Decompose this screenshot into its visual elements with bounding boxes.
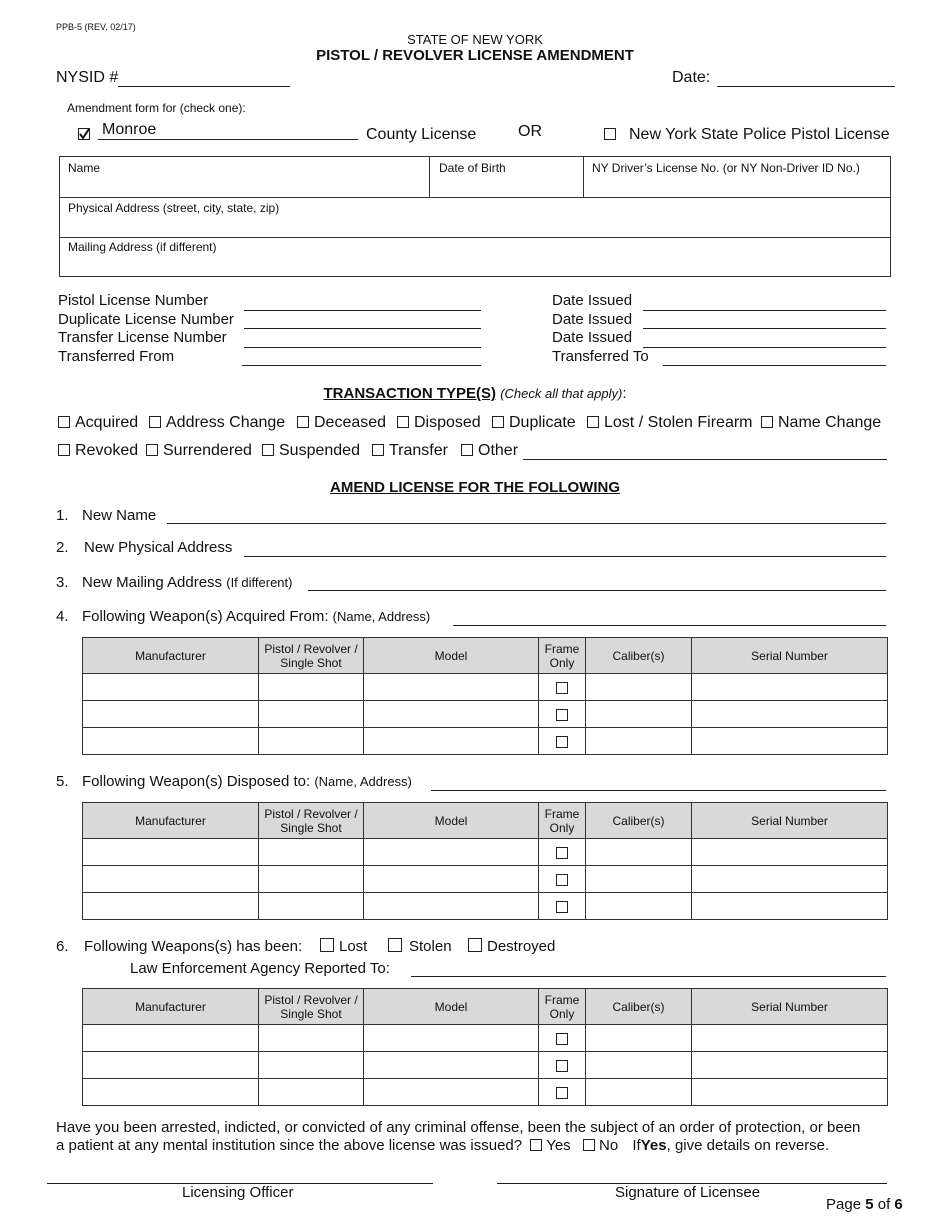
disposed-to-field[interactable]: [431, 790, 886, 791]
table-cell[interactable]: [586, 1079, 692, 1106]
duplicate-license-number-field[interactable]: [244, 328, 481, 329]
table-cell[interactable]: [259, 839, 364, 866]
txn-other-checkbox[interactable]: [461, 444, 473, 456]
txn-acquired-checkbox[interactable]: [58, 416, 70, 428]
item6-destroyed[interactable]: [468, 938, 555, 955]
frame-only-cell: [539, 728, 586, 755]
transferred-from-label: Transferred From: [58, 348, 175, 365]
table-cell[interactable]: [83, 1052, 259, 1079]
table-cell[interactable]: [364, 1052, 539, 1079]
page-total: 6: [894, 1196, 903, 1213]
state-police-label: New York State Police Pistol License: [629, 126, 890, 143]
lost-stolen-weapons-table: [82, 988, 888, 1106]
page-of: of: [877, 1196, 891, 1213]
or-label: OR: [518, 123, 542, 140]
txn-revoked[interactable]: [58, 442, 138, 460]
col-calibers: Caliber(s): [586, 803, 692, 839]
txn-other-label: Other: [478, 442, 519, 459]
date-issued-field-2[interactable]: [643, 328, 886, 329]
county-license-label: County License: [366, 126, 477, 143]
txn-address-change[interactable]: [149, 414, 285, 432]
table-cell[interactable]: [83, 674, 259, 701]
table-header-row: [83, 989, 888, 1025]
table-cell[interactable]: [259, 1025, 364, 1052]
name-label: Name: [68, 161, 101, 175]
new-physical-address-field[interactable]: [244, 556, 886, 557]
page-number: [826, 1196, 903, 1213]
table-cell[interactable]: [83, 701, 259, 728]
item3-label: [82, 574, 292, 591]
county-value[interactable]: Monroe: [102, 121, 157, 138]
item3-number: 3.: [56, 574, 69, 591]
table-cell[interactable]: [692, 701, 888, 728]
txn-name-change[interactable]: [761, 414, 881, 432]
date-label: Date:: [672, 69, 711, 86]
col-manufacturer: Manufacturer: [83, 638, 259, 674]
table-cell[interactable]: [586, 839, 692, 866]
table-row: [83, 1079, 888, 1106]
txn-deceased-label: Deceased: [314, 414, 387, 431]
txn-lost-stolen-checkbox[interactable]: [587, 416, 599, 428]
table-cell[interactable]: [364, 1025, 539, 1052]
table-cell[interactable]: [692, 893, 888, 920]
txn-suspended-label: Suspended: [279, 442, 360, 459]
date-issued-field-3[interactable]: [643, 347, 886, 348]
col-type: Pistol / Revolver / Single Shot: [259, 803, 364, 839]
table-cell[interactable]: [83, 1025, 259, 1052]
nysid-label: NYSID #: [56, 69, 119, 86]
txn-revoked-label: Revoked: [75, 442, 139, 459]
txn-other-field[interactable]: [523, 459, 887, 460]
dob-label: Date of Birth: [439, 161, 506, 175]
table-cell[interactable]: [259, 701, 364, 728]
acquired-from-field[interactable]: [453, 625, 886, 626]
frame-only-checkbox[interactable]: [556, 874, 568, 886]
item6-destroyed-label: Destroyed: [487, 938, 556, 955]
table-cell[interactable]: [692, 728, 888, 755]
item5-label: [82, 773, 412, 790]
item5-text: Following Weapon(s) Disposed to:: [82, 773, 311, 790]
table-row: [83, 674, 888, 701]
txn-deceased-checkbox[interactable]: [297, 416, 309, 428]
table-row: [83, 1052, 888, 1079]
state-police-checkbox[interactable]: [604, 128, 616, 140]
transfer-license-number-label: Transfer License Number: [58, 329, 227, 346]
txn-lost-stolen-label: Lost / Stolen Firearm: [604, 414, 753, 431]
table-cell[interactable]: [83, 728, 259, 755]
col-manufacturer: Manufacturer: [83, 803, 259, 839]
table-cell[interactable]: [692, 1079, 888, 1106]
table-cell[interactable]: [83, 893, 259, 920]
frame-only-cell: [539, 674, 586, 701]
frame-only-checkbox[interactable]: [556, 736, 568, 748]
col-model: Model: [364, 638, 539, 674]
table-cell[interactable]: [586, 701, 692, 728]
txn-surrendered-label: Surrendered: [163, 442, 252, 459]
table-cell[interactable]: [692, 1025, 888, 1052]
frame-only-cell: [539, 1079, 586, 1106]
item1-number: 1.: [56, 507, 69, 524]
frame-only-checkbox[interactable]: [556, 1033, 568, 1045]
page-word: Page: [826, 1196, 862, 1213]
table-cell[interactable]: [586, 728, 692, 755]
disposed-weapons-table: [82, 802, 888, 920]
question-if-post: , give details on reverse.: [666, 1137, 830, 1154]
col-calibers: Caliber(s): [586, 989, 692, 1025]
check-one-label: Amendment form for (check one):: [67, 101, 246, 115]
txn-suspended-checkbox[interactable]: [262, 444, 274, 456]
col-frame-only: Frame Only: [539, 989, 586, 1025]
item6-stolen-checkbox[interactable]: [388, 938, 402, 952]
col-serial: Serial Number: [692, 989, 888, 1025]
col-calibers: Caliber(s): [586, 638, 692, 674]
acquired-weapons-table: [82, 637, 888, 755]
date-issued-label-2: Date Issued: [552, 311, 633, 328]
col-model: Model: [364, 803, 539, 839]
law-enforcement-label: Law Enforcement Agency Reported To:: [130, 960, 390, 977]
question-no-checkbox[interactable]: [583, 1139, 595, 1151]
page-current: 5: [865, 1196, 874, 1213]
physical-address-label: Physical Address (street, city, state, zip): [68, 201, 280, 215]
item3-text: New Mailing Address: [82, 574, 223, 591]
item1-label: New Name: [82, 507, 157, 524]
table-cell[interactable]: [259, 1079, 364, 1106]
transaction-heading: [0, 385, 950, 402]
item6-lost-label: Lost: [339, 938, 368, 955]
item6-label: Following Weapons(s) has been:: [84, 938, 303, 955]
transferred-to-label: Transferred To: [552, 348, 649, 365]
txn-deceased[interactable]: [297, 414, 386, 432]
nysid-field[interactable]: [118, 86, 290, 87]
question-yes-checkbox[interactable]: [530, 1139, 542, 1151]
col-manufacturer: Manufacturer: [83, 989, 259, 1025]
txn-name-change-checkbox[interactable]: [761, 416, 773, 428]
txn-duplicate-label: Duplicate: [509, 414, 576, 431]
transaction-colon: :: [622, 385, 627, 402]
pistol-license-number-field[interactable]: [244, 310, 481, 311]
page-title: PISTOL / REVOLVER LICENSE AMENDMENT: [316, 47, 634, 64]
col-serial: Serial Number: [692, 803, 888, 839]
mailing-address-label: Mailing Address (if different): [68, 240, 217, 254]
table-cell[interactable]: [259, 728, 364, 755]
item6-lost-checkbox[interactable]: [320, 938, 334, 952]
county-field[interactable]: [98, 139, 358, 140]
item4-text: Following Weapon(s) Acquired From:: [82, 608, 329, 625]
col-type: Pistol / Revolver / Single Shot: [259, 989, 364, 1025]
table-cell[interactable]: [364, 839, 539, 866]
question-line-2-text: a patient at any mental institution since the above license was issued?: [56, 1137, 523, 1154]
date-issued-label-1: Date Issued: [552, 292, 633, 309]
txn-duplicate[interactable]: [492, 414, 576, 432]
table-row: [83, 866, 888, 893]
item6-lost[interactable]: [320, 938, 367, 955]
table-cell[interactable]: [259, 866, 364, 893]
table-cell[interactable]: [692, 839, 888, 866]
licensee-signature-label: Signature of Licensee: [615, 1184, 761, 1201]
txn-lost-stolen[interactable]: [587, 414, 753, 432]
date-issued-field-1[interactable]: [643, 310, 886, 311]
frame-only-checkbox[interactable]: [556, 1087, 568, 1099]
txn-disposed-checkbox[interactable]: [397, 416, 409, 428]
table-cell[interactable]: [364, 674, 539, 701]
table-cell[interactable]: [259, 674, 364, 701]
table-row: [83, 893, 888, 920]
item2-number: 2.: [56, 539, 69, 556]
check-mark-icon: [78, 128, 90, 140]
table-cell[interactable]: [364, 728, 539, 755]
txn-acquired-label: Acquired: [75, 414, 139, 431]
table-cell[interactable]: [692, 1052, 888, 1079]
drivers-license-label: NY Driver’s License No. (or NY Non-Driver ID No.): [592, 161, 860, 175]
table-header-row: [83, 638, 888, 674]
table-cell[interactable]: [586, 1052, 692, 1079]
txn-name-change-label: Name Change: [778, 414, 882, 431]
frame-only-cell: [539, 1025, 586, 1052]
txn-address-change-checkbox[interactable]: [149, 416, 161, 428]
table-cell[interactable]: [364, 866, 539, 893]
item6-destroyed-checkbox[interactable]: [468, 938, 482, 952]
table-cell[interactable]: [692, 866, 888, 893]
frame-only-cell: [539, 893, 586, 920]
txn-surrendered-checkbox[interactable]: [146, 444, 158, 456]
frame-only-cell: [539, 1052, 586, 1079]
question-yes-label: Yes: [546, 1137, 571, 1154]
frame-only-cell: [539, 866, 586, 893]
frame-only-checkbox[interactable]: [556, 1060, 568, 1072]
transferred-to-field[interactable]: [663, 365, 886, 366]
item3-note: (If different): [226, 575, 293, 590]
txn-disposed-label: Disposed: [414, 414, 481, 431]
table-header-row: [83, 803, 888, 839]
txn-suspended[interactable]: [262, 442, 360, 460]
col-type: Pistol / Revolver / Single Shot: [259, 638, 364, 674]
item2-label: New Physical Address: [84, 539, 233, 556]
county-checkbox[interactable]: [78, 128, 90, 140]
new-name-field[interactable]: [167, 523, 886, 524]
transferred-from-field[interactable]: [242, 365, 481, 366]
question-line-1: Have you been arrested, indicted, or convicted of any criminal offense, been the subject of an order of protection, or been: [56, 1119, 861, 1136]
frame-only-checkbox[interactable]: [556, 901, 568, 913]
txn-acquired[interactable]: [58, 414, 138, 432]
item4-note: (Name, Address): [332, 609, 431, 624]
txn-other[interactable]: [461, 442, 518, 460]
item4-number: 4.: [56, 608, 69, 625]
table-cell[interactable]: [364, 1079, 539, 1106]
table-cell[interactable]: [259, 1052, 364, 1079]
table-cell[interactable]: [364, 893, 539, 920]
table-cell[interactable]: [83, 1079, 259, 1106]
col-model: Model: [364, 989, 539, 1025]
item6-stolen-label: Stolen: [409, 938, 452, 955]
table-row: [83, 701, 888, 728]
col-frame-only: Frame Only: [539, 803, 586, 839]
frame-only-cell: [539, 839, 586, 866]
table-cell[interactable]: [586, 893, 692, 920]
item5-note: (Name, Address): [314, 774, 412, 789]
licensing-officer-label: Licensing Officer: [182, 1184, 294, 1201]
txn-address-change-label: Address Change: [166, 414, 286, 431]
new-mailing-address-field[interactable]: [308, 590, 886, 591]
state-heading: STATE OF NEW YORK: [407, 32, 543, 47]
question-no-label: No: [599, 1137, 619, 1154]
law-enforcement-field[interactable]: [411, 976, 886, 977]
txn-transfer[interactable]: [372, 442, 448, 460]
transaction-title: TRANSACTION TYPE(S): [323, 385, 497, 402]
table-row: [83, 1025, 888, 1052]
table-row: [83, 728, 888, 755]
amend-heading: AMEND LICENSE FOR THE FOLLOWING: [330, 479, 620, 496]
applicant-info-box: [59, 156, 891, 277]
txn-disposed[interactable]: [397, 414, 481, 432]
txn-revoked-checkbox[interactable]: [58, 444, 70, 456]
table-cell[interactable]: [586, 674, 692, 701]
table-cell[interactable]: [692, 674, 888, 701]
date-field[interactable]: [717, 86, 895, 87]
date-issued-label-3: Date Issued: [552, 329, 633, 346]
frame-only-checkbox[interactable]: [556, 847, 568, 859]
item5-number: 5.: [56, 773, 69, 790]
table-cell[interactable]: [586, 1025, 692, 1052]
table-cell[interactable]: [83, 839, 259, 866]
duplicate-license-number-label: Duplicate License Number: [58, 311, 234, 328]
col-serial: Serial Number: [692, 638, 888, 674]
frame-only-cell: [539, 701, 586, 728]
question-if-text: If: [632, 1137, 641, 1154]
form-id: PPB-5 (REV. 02/17): [56, 22, 136, 32]
txn-duplicate-checkbox[interactable]: [492, 416, 504, 428]
item4-label: [82, 608, 430, 625]
transfer-license-number-field[interactable]: [244, 347, 481, 348]
table-cell[interactable]: [364, 701, 539, 728]
transaction-note: (Check all that apply): [500, 386, 623, 401]
question-line-2: [56, 1137, 829, 1154]
table-row: [83, 839, 888, 866]
txn-transfer-label: Transfer: [389, 442, 448, 459]
frame-only-checkbox[interactable]: [556, 682, 568, 694]
table-cell[interactable]: [83, 866, 259, 893]
table-cell[interactable]: [586, 866, 692, 893]
txn-surrendered[interactable]: [146, 442, 252, 460]
pistol-license-number-label: Pistol License Number: [58, 292, 209, 309]
txn-transfer-checkbox[interactable]: [372, 444, 384, 456]
table-cell[interactable]: [259, 893, 364, 920]
frame-only-checkbox[interactable]: [556, 709, 568, 721]
question-if-yes: Yes: [640, 1137, 667, 1154]
col-frame-only: Frame Only: [539, 638, 586, 674]
item6-number: 6.: [56, 938, 69, 955]
item6-stolen[interactable]: [388, 938, 452, 955]
